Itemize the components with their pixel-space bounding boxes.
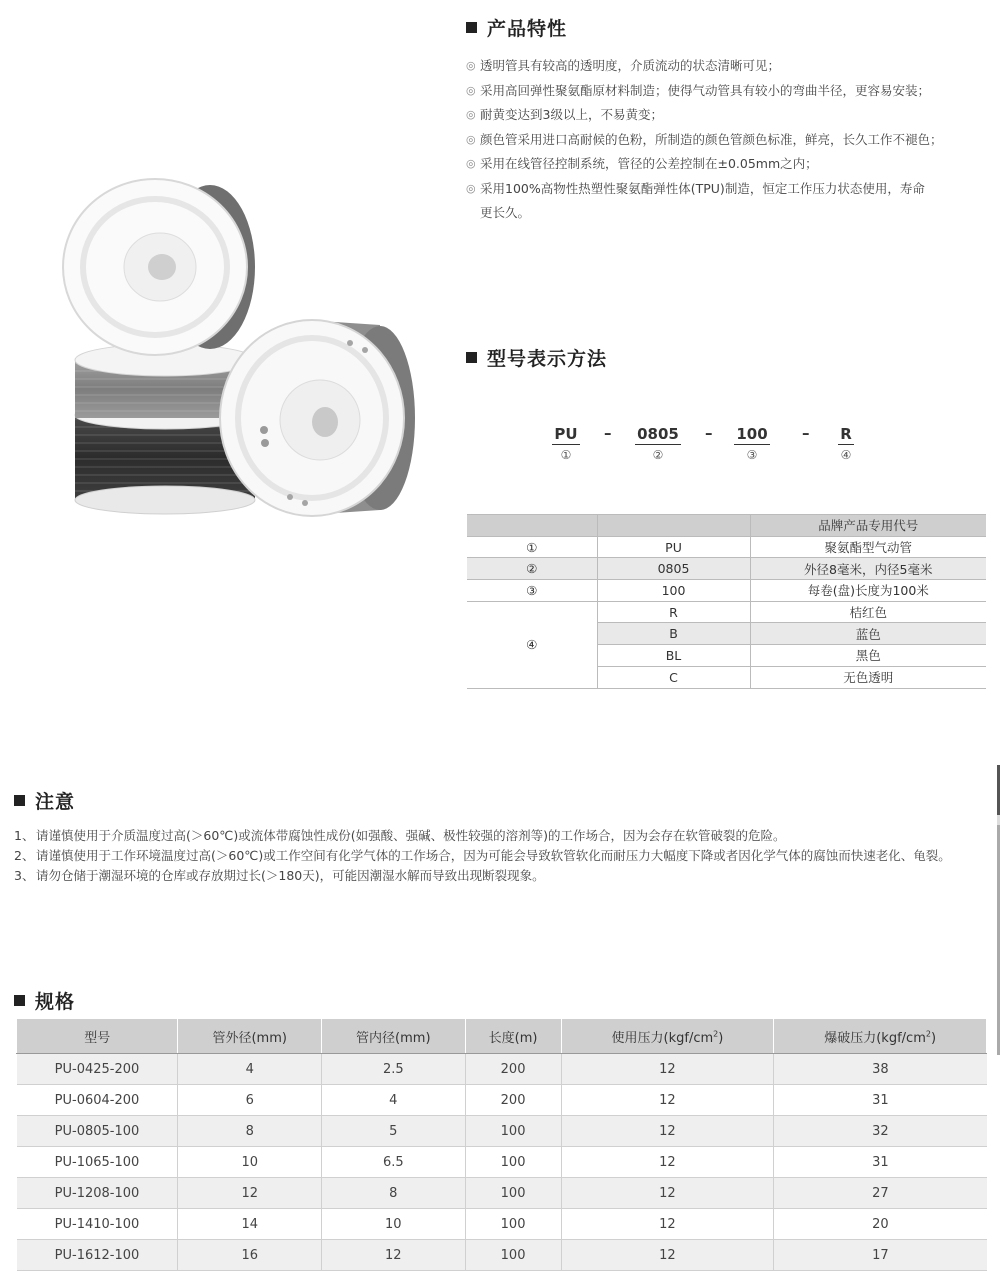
table-row: ③ 100 每卷(盘)长度为100米 <box>467 580 986 602</box>
column-header: 管外径(mm) <box>178 1019 322 1054</box>
note-item: 3、 请勿仓储于潮湿环境的仓库或存放期过长(＞180天)，可能因潮湿水解而导致出现断裂现象。 <box>14 868 545 883</box>
table-cell: 12 <box>561 1178 774 1209</box>
table-cell: 6.5 <box>322 1147 466 1178</box>
table-cell: 100 <box>465 1178 561 1209</box>
table-cell: 100 <box>465 1209 561 1240</box>
table-cell: PU-1208-100 <box>17 1178 178 1209</box>
model-code-part: 0805 ② <box>637 425 679 462</box>
table-row <box>17 1147 987 1178</box>
table-cell: PU-0805-100 <box>17 1116 178 1147</box>
notes-title-text: 注意 <box>35 791 76 813</box>
table-cell: 12 <box>561 1147 774 1178</box>
table-cell: 12 <box>322 1240 466 1271</box>
table-cell: 12 <box>561 1209 774 1240</box>
tube-reels-image <box>50 175 420 525</box>
model-title-text: 型号表示方法 <box>487 348 608 370</box>
square-bullet-icon <box>466 22 477 33</box>
table-cell: PU-0604-200 <box>17 1085 178 1116</box>
feature-item: ◎ 采用高回弹性聚氨酯原材料制造；使得气动管具有较小的弯曲半径，更容易安装； <box>466 79 996 104</box>
circle-bullet-icon: ◎ <box>466 157 476 170</box>
table-cell: PU-1612-100 <box>17 1240 178 1271</box>
table-cell: 17 <box>774 1240 987 1271</box>
table-row <box>17 1085 987 1116</box>
table-cell: 6 <box>178 1085 322 1116</box>
note-item: 2、 请谨慎使用于工作环境温度过高(＞60℃)或工作空间有化学气体的工作场合，因为可能会导致软管软化而耐压力大幅度下降或者因化学气体的腐蚀而快速老化、龟裂。 <box>14 848 951 863</box>
feature-item: ◎ 颜色管采用进口高耐候的色粉，所制造的颜色管颜色标准，鲜亮，长久工作不褪色； <box>466 128 996 153</box>
features-section-title <box>466 14 567 41</box>
table-cell: 8 <box>178 1116 322 1147</box>
spec-title-text: 规格 <box>35 991 76 1013</box>
table-cell: 12 <box>561 1240 774 1271</box>
table-cell: PU-0425-200 <box>17 1054 178 1085</box>
table-cell: 20 <box>774 1209 987 1240</box>
note-item: 1、 请谨慎使用于介质温度过高(＞60℃)或流体带腐蚀性成份(如强酸、强碱、极性较强的溶剂等)的工作场合，因为会存在软管破裂的危险。 <box>14 828 786 843</box>
feature-item: ◎ 透明管具有较高的透明度，介质流动的状态清晰可见； <box>466 54 996 79</box>
table-cell: 12 <box>561 1054 774 1085</box>
table-cell: PU-1065-100 <box>17 1147 178 1178</box>
table-row: B 蓝色 <box>467 623 986 645</box>
table-cell: 2.5 <box>322 1054 466 1085</box>
code-dash: – <box>705 424 713 442</box>
column-header: 爆破压力$(kgf/cm^2)$ <box>774 1019 987 1054</box>
spec-table <box>16 1018 987 1271</box>
table-cell: 200 <box>465 1054 561 1085</box>
table-cell: 100 <box>465 1116 561 1147</box>
code-dash: – <box>802 424 810 442</box>
table-cell: PU-1410-100 <box>17 1209 178 1240</box>
table-cell: 10 <box>178 1147 322 1178</box>
table-row: ② 0805 外径8毫米，内径5毫米 <box>467 558 986 580</box>
model-section-title <box>466 344 607 371</box>
square-bullet-icon <box>14 795 25 806</box>
circle-bullet-icon: ◎ <box>466 181 476 195</box>
table-row: BL 黑色 <box>467 645 986 667</box>
table-header-row: 品牌产品专用代号 <box>467 515 986 537</box>
model-code-part: 100 ③ <box>736 425 768 462</box>
column-header: 型号 <box>17 1019 178 1054</box>
square-bullet-icon <box>466 352 477 363</box>
table-cell: 27 <box>774 1178 987 1209</box>
notes-list <box>14 826 974 886</box>
feature-item: ◎ 采用在线管径控制系统，管径的公差控制在±0.05mm之内； <box>466 152 996 177</box>
table-cell: 14 <box>178 1209 322 1240</box>
table-cell: 200 <box>465 1085 561 1116</box>
table-row <box>17 1178 987 1209</box>
clear-tube-reel <box>63 179 255 355</box>
table-cell: 12 <box>561 1116 774 1147</box>
column-header: 管内径(mm) <box>322 1019 466 1054</box>
feature-item: ◎ 耐黄变达到3级以上，不易黄变； <box>466 103 996 128</box>
table-row <box>17 1054 987 1085</box>
table-cell: 12 <box>561 1085 774 1116</box>
table-row <box>17 1209 987 1240</box>
table-cell: 4 <box>178 1054 322 1085</box>
table-row <box>17 1116 987 1147</box>
model-code-part: R ④ <box>840 425 852 462</box>
code-dash: – <box>604 424 612 442</box>
table-cell: 10 <box>322 1209 466 1240</box>
table-row: C 无色透明 <box>467 666 986 688</box>
model-code-part: PU ① <box>554 425 578 462</box>
table-cell: 4 <box>322 1085 466 1116</box>
spec-table-body <box>17 1054 987 1271</box>
circle-bullet-icon: ◎ <box>466 59 476 72</box>
front-gray-tube-reel <box>220 320 415 516</box>
table-row <box>17 1240 987 1271</box>
table-cell: 8 <box>322 1178 466 1209</box>
model-code-table <box>467 514 986 689</box>
column-header: 使用压力$(kgf/cm^2)$ <box>561 1019 774 1054</box>
table-cell: 100 <box>465 1147 561 1178</box>
table-cell: 38 <box>774 1054 987 1085</box>
table-cell: 32 <box>774 1116 987 1147</box>
notes-section-title <box>14 787 75 814</box>
circle-bullet-icon: ◎ <box>466 108 476 121</box>
table-cell: 100 <box>465 1240 561 1271</box>
features-title-text: 产品特性 <box>487 18 568 40</box>
spec-section-title <box>14 987 75 1014</box>
circle-bullet-icon: ◎ <box>466 83 476 97</box>
table-cell: 31 <box>774 1147 987 1178</box>
table-row: ① PU 聚氨酯型气动管 <box>467 536 986 558</box>
feature-item: ◎ 采用100%高物性热塑性聚氨酯弹性体(TPU)制造，恒定工作压力状态使用，寿命 更长久。 <box>466 177 996 226</box>
table-row: ④ R 桔红色 <box>467 601 986 623</box>
table-header-row <box>17 1019 987 1054</box>
table-cell: 31 <box>774 1085 987 1116</box>
table-cell: 16 <box>178 1240 322 1271</box>
table-cell: 5 <box>322 1116 466 1147</box>
features-list <box>466 54 996 226</box>
square-bullet-icon <box>14 995 25 1006</box>
column-header: 长度(m) <box>465 1019 561 1054</box>
table-cell: 12 <box>178 1178 322 1209</box>
circle-bullet-icon: ◎ <box>466 132 476 146</box>
